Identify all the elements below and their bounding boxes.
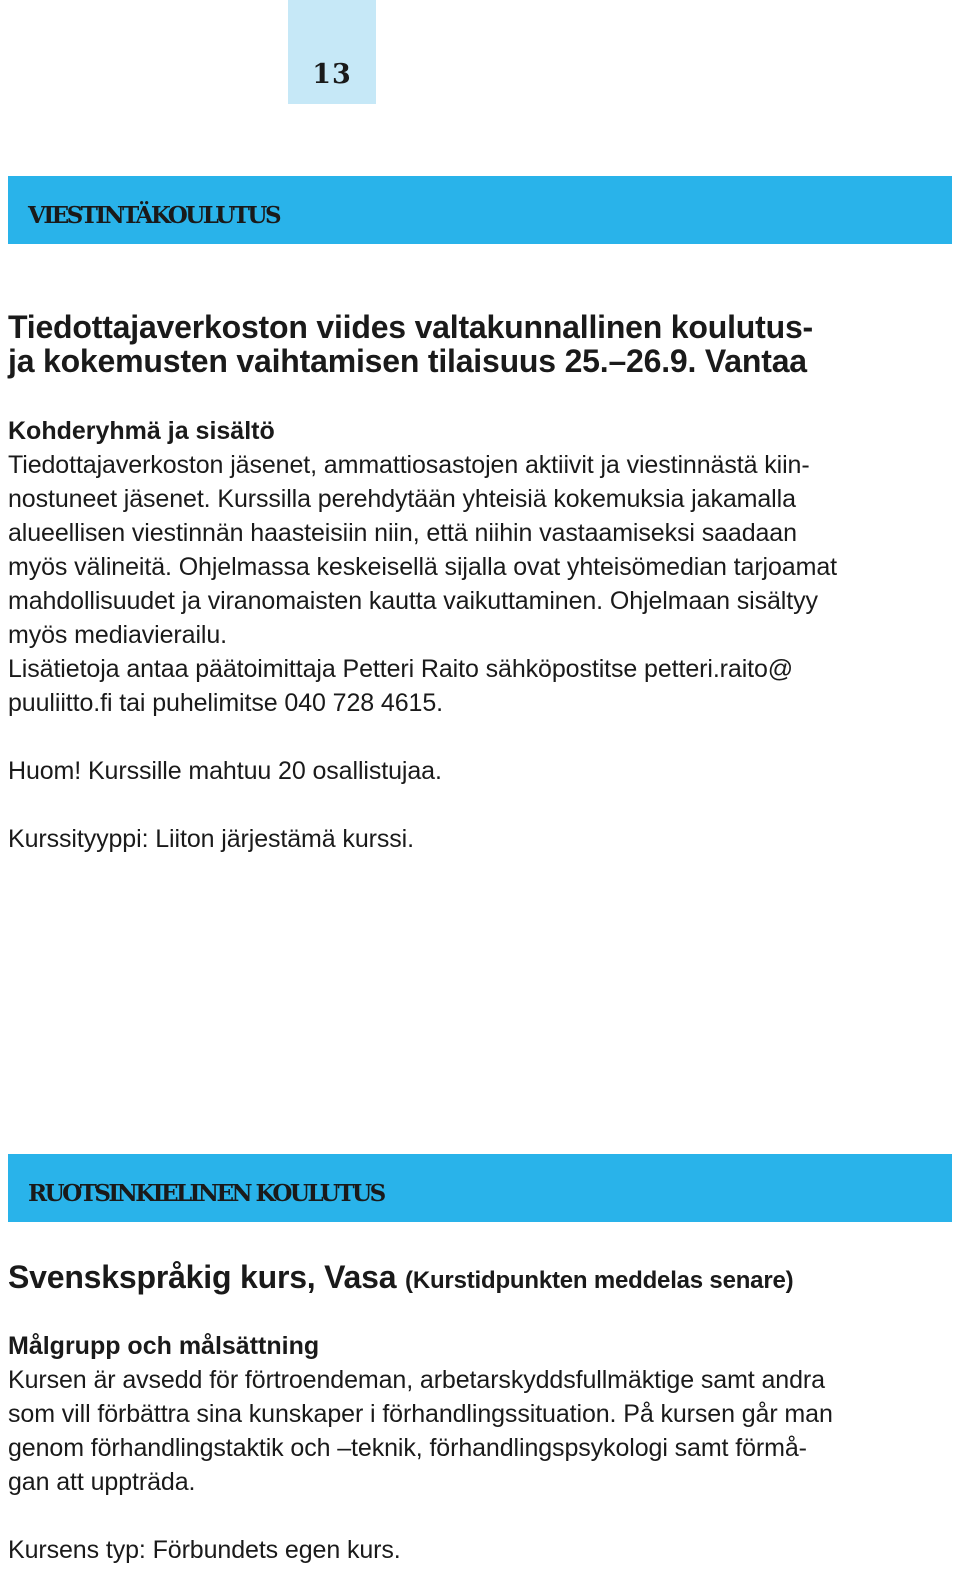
course-title-main: Svenskspråkig kurs, Vasa bbox=[8, 1259, 397, 1295]
section-band-viestinta bbox=[8, 176, 952, 244]
body-line: mahdollisuudet ja viranomaisten kautta vaikuttaminen. Ohjelmaan sisältyy bbox=[8, 587, 818, 615]
body-line: Tiedottajaverkoston jäsenet, ammattiosastojen aktiivit ja viestinnästä kiin- bbox=[8, 451, 810, 479]
body-line: nostuneet jäsenet. Kurssilla perehdytään yhteisiä kokemuksia jakamalla bbox=[8, 485, 796, 513]
page-number-box bbox=[288, 0, 376, 104]
course-type: Kurssityyppi: Liiton järjestämä kurssi. bbox=[8, 825, 414, 853]
course-title-block bbox=[8, 1260, 952, 1298]
course-type: Kursens typ: Förbundets egen kurs. bbox=[8, 1536, 401, 1564]
body-line: som vill förbättra sina kunskaper i förhandlingssituation. På kursen går man bbox=[8, 1400, 833, 1428]
course-description bbox=[8, 1329, 952, 1567]
subhead: Målgrupp och målsättning bbox=[8, 1332, 320, 1360]
course-title-line: Tiedottajaverkoston viides valtakunnallinen koulutus- bbox=[8, 309, 813, 345]
course-title-line: ja kokemusten vaihtamisen tilaisuus 25.–26.9. Vantaa bbox=[8, 343, 807, 379]
body-line: gan att uppträda. bbox=[8, 1468, 196, 1496]
section-title: RUOTSINKIELINEN KOULUTUS bbox=[28, 1180, 384, 1207]
course-description bbox=[8, 414, 952, 856]
course-title-sub: (Kurstidpunkten meddelas senare) bbox=[405, 1267, 794, 1294]
course-title-block bbox=[8, 310, 952, 378]
body-line: myös välineitä. Ohjelmassa keskeisellä sijalla ovat yhteisömedian tarjoamat bbox=[8, 553, 837, 581]
body-line: alueellisen viestinnän haasteisiin niin, että niihin vastaamiseksi saadaan bbox=[8, 519, 797, 547]
body-line: genom förhandlingstaktik och –teknik, förhandlingspsykologi samt förmå- bbox=[8, 1434, 807, 1462]
note: Huom! Kurssille mahtuu 20 osallistujaa. bbox=[8, 757, 442, 785]
page-number: 13 bbox=[312, 58, 352, 90]
section-title: VIESTINTÄKOULUTUS bbox=[28, 202, 280, 229]
body-line: puuliitto.fi tai puhelimitse 040 728 4615. bbox=[8, 689, 443, 717]
body-line: myös mediavierailu. bbox=[8, 621, 228, 649]
subhead: Kohderyhmä ja sisältö bbox=[8, 417, 275, 445]
course-title bbox=[8, 1260, 952, 1298]
section-band-ruotsi bbox=[8, 1154, 952, 1222]
body-line: Lisätietoja antaa päätoimittaja Petteri Raito sähköpostitse petteri.raito@ bbox=[8, 655, 794, 683]
body-line: Kursen är avsedd för förtroendeman, arbetarskyddsfullmäktige samt andra bbox=[8, 1366, 825, 1394]
